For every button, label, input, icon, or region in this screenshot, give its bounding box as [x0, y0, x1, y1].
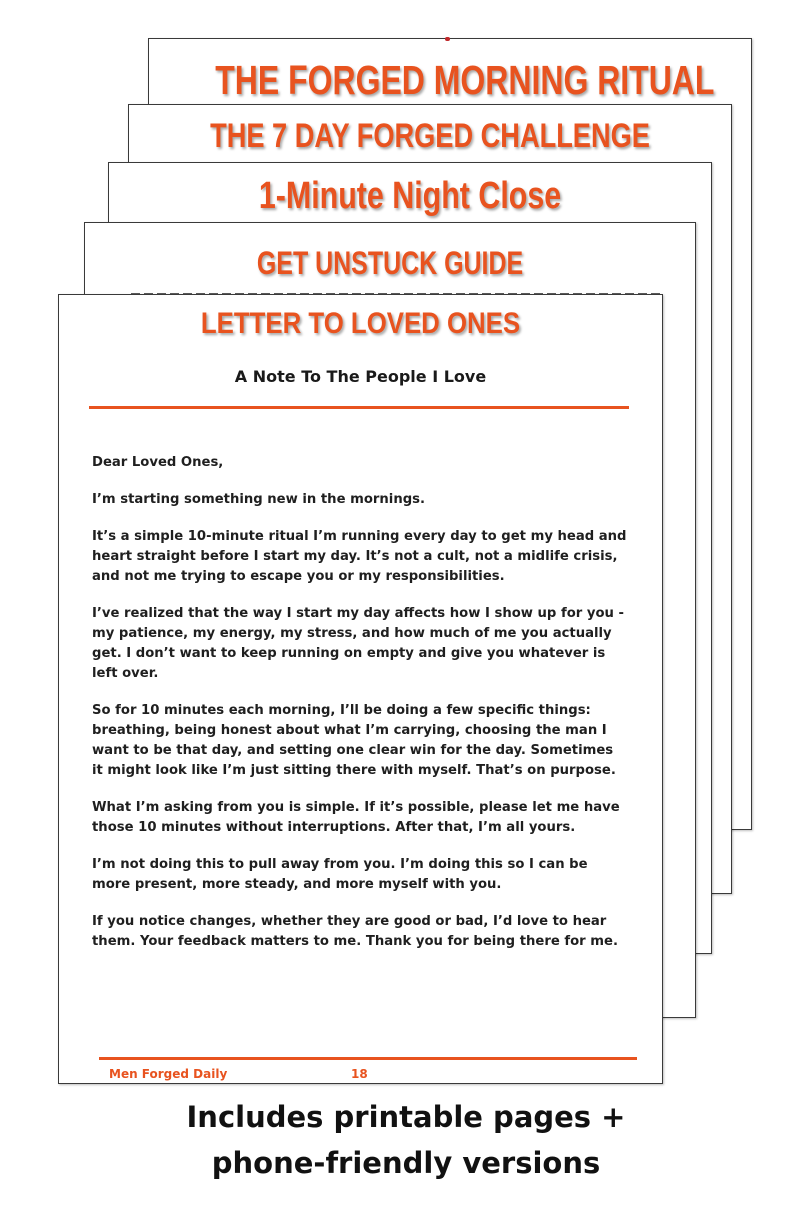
caption-line-1: Includes printable pages + — [186, 1100, 626, 1134]
letter-paragraph: I’m not doing this to pull away from you. I’m doing this so I can be more present, more steady, and more myself with you. — [92, 857, 588, 892]
letter-paragraph: What I’m asking from you is simple. If it’s possible, please let me have those 10 minutes without interruptions. After that, I’m all yours. — [92, 800, 620, 835]
letter-title: LETTER TO LOVED ONES — [200, 307, 521, 340]
letter-paragraph: I’m starting something new in the mornings. — [92, 492, 426, 507]
letter-paragraph: So for 10 minutes each morning, I’ll be doing a few specific things: breathing, being honest about what I’m carrying, choosing the man I want to be that day, and setting one clear win for the day. Sometimes it might look like I’m just sitting there with myself. That’s on purpose. — [92, 703, 616, 778]
footer-brand: Men Forged Daily — [109, 1067, 228, 1081]
page-title-morning-ritual: THE FORGED MORNING RITUAL — [215, 57, 715, 103]
footer-page-number: 18 — [351, 1067, 368, 1081]
page-title-get-unstuck: GET UNSTUCK GUIDE — [256, 245, 524, 281]
page-title-7-day-challenge: THE 7 DAY FORGED CHALLENGE — [210, 117, 650, 155]
letter-paragraph: I’ve realized that the way I start my day affects how I show up for you - my patience, my energy, my stress, and how much of me you actually get. I don’t want to keep running on empty and give you whatever is left over. — [92, 606, 624, 681]
red-mark — [445, 37, 450, 41]
title-divider — [89, 406, 629, 409]
letter-subtitle: A Note To The People I Love — [234, 367, 487, 386]
page-title-night-close: 1-Minute Night Close — [258, 175, 562, 217]
letter-page — [58, 294, 663, 1084]
letter-paragraph: It’s a simple 10-minute ritual I’m running every day to get my head and heart straight before I start my day. It’s not a cult, not a midlife crisis, and not me trying to escape you or my responsibilities. — [92, 529, 627, 584]
caption-line-2: phone-friendly versions — [211, 1146, 601, 1180]
letter-body — [92, 453, 627, 969]
letter-paragraph: Dear Loved Ones, — [92, 455, 224, 470]
letter-paragraph: If you notice changes, whether they are good or bad, I’d love to hear them. Your feedback matters to me. Thank you for being there for me. — [92, 914, 618, 949]
footer-clip — [59, 1065, 659, 1083]
footer-divider — [99, 1057, 637, 1060]
